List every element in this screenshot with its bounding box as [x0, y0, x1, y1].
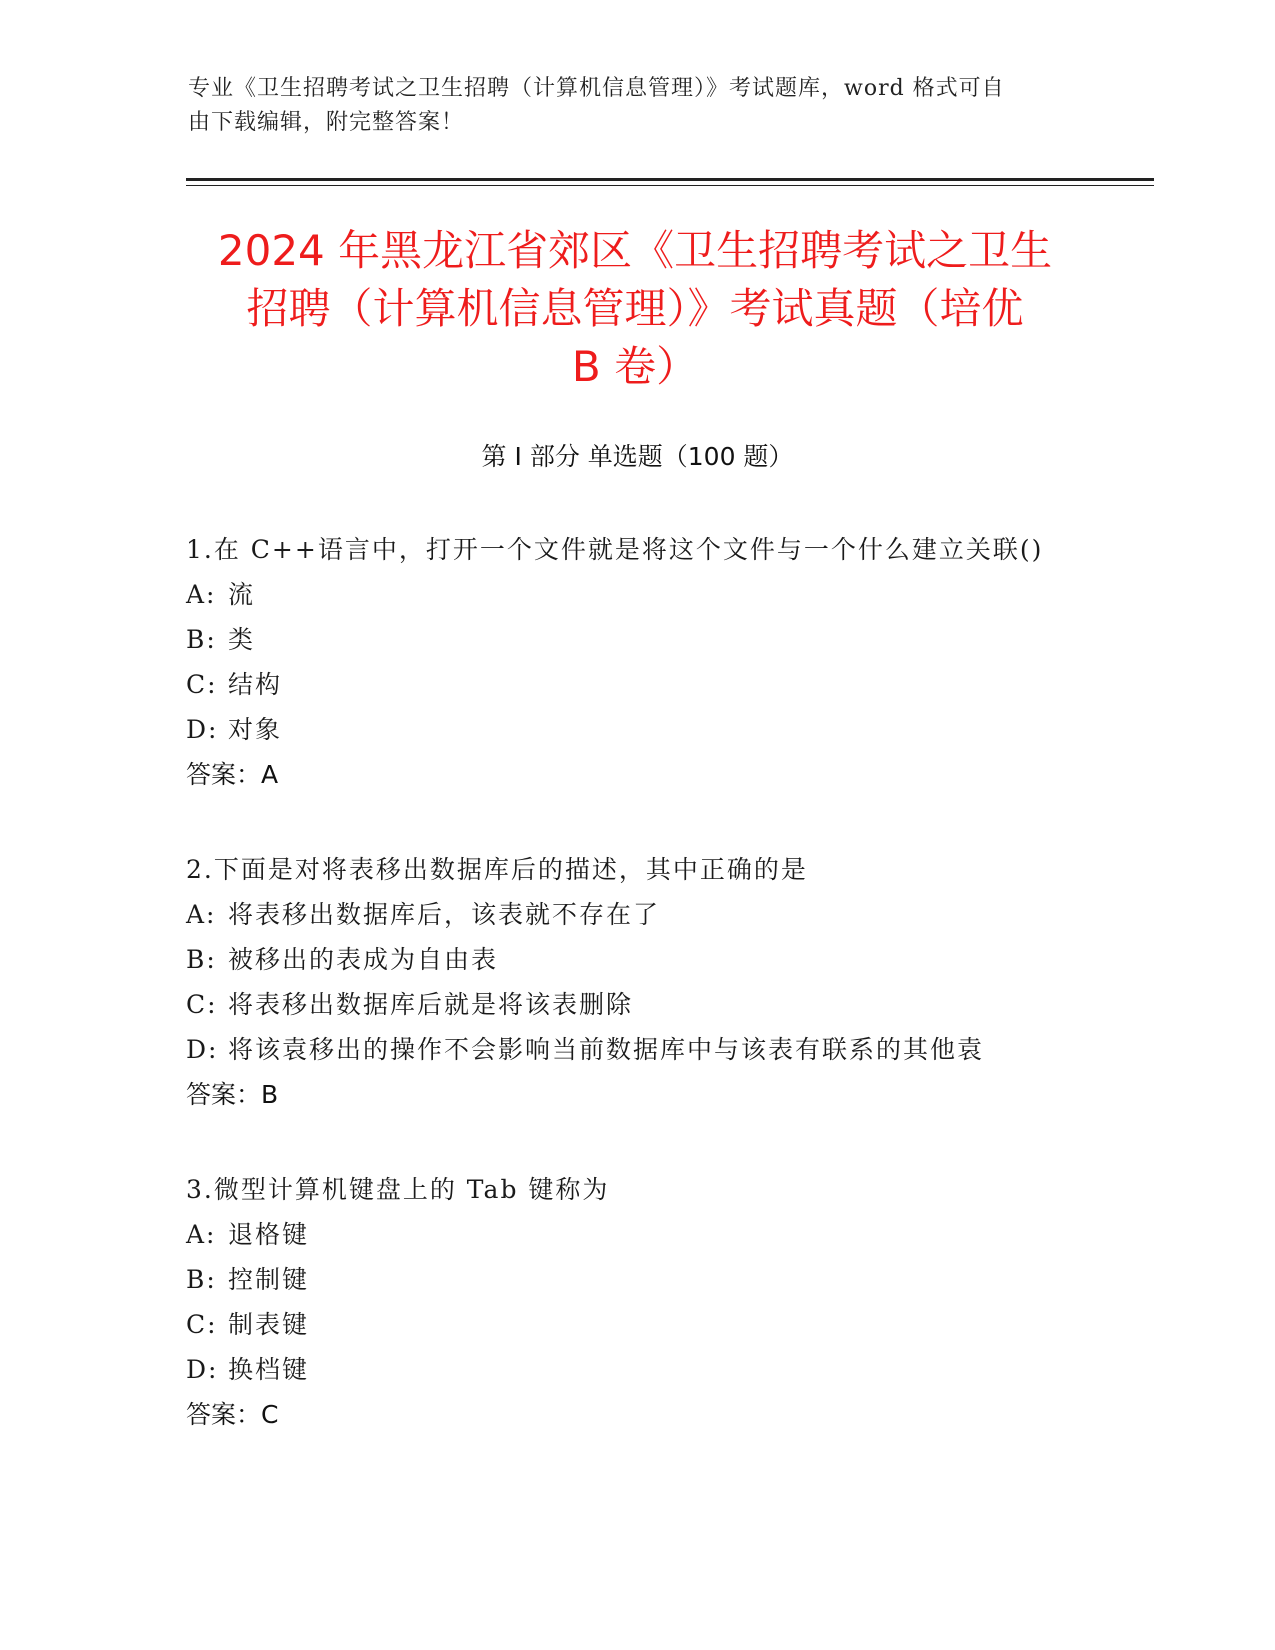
- option-c: [186, 982, 1146, 1027]
- option-key: B:: [186, 1265, 217, 1294]
- option-key: D:: [186, 1035, 219, 1064]
- option-text: 将该袁移出的操作不会影响当前数据库中与该表有联系的其他袁: [228, 1035, 985, 1064]
- option-text: 将表移出数据库后，该表就不存在了: [228, 900, 661, 929]
- document-title-line-1: 2024 年黑龙江省郊区《卫生招聘考试之卫生: [217, 226, 1053, 275]
- document-title-line-3: B 卷）: [571, 342, 699, 391]
- option-key: C:: [186, 670, 218, 699]
- question-stem: 1.在 C++语言中，打开一个文件就是将这个文件与一个什么建立关联(): [186, 535, 1044, 564]
- option-text: 制表键: [228, 1310, 310, 1339]
- option-text: 结构: [228, 670, 283, 699]
- option-key: A:: [186, 900, 217, 929]
- header-divider-thin: [186, 185, 1154, 186]
- header-note: [188, 72, 1088, 140]
- option-key: B:: [186, 625, 217, 654]
- option-a: [186, 892, 1146, 937]
- option-key: C:: [186, 1310, 218, 1339]
- option-a: [186, 1212, 1146, 1257]
- option-text: 类: [228, 625, 256, 654]
- question-stem: 2.下面是对将表移出数据库后的描述，其中正确的是: [186, 855, 808, 884]
- answer: 答案：A: [186, 760, 279, 789]
- option-text: 流: [228, 580, 256, 609]
- question-list: [186, 527, 1146, 1487]
- question-3: [186, 1167, 1146, 1437]
- answer: 答案：B: [186, 1080, 279, 1109]
- option-c: [186, 662, 1146, 707]
- answer: 答案：C: [186, 1400, 279, 1429]
- option-text: 对象: [228, 715, 283, 744]
- option-key: B:: [186, 945, 217, 974]
- option-key: C:: [186, 990, 218, 1019]
- option-key: D:: [186, 715, 219, 744]
- option-text: 将表移出数据库后就是将该表删除: [228, 990, 634, 1019]
- option-b: [186, 937, 1146, 982]
- document-title-line-2: 招聘（计算机信息管理）》考试真题（培优: [246, 284, 1024, 333]
- question-1: [186, 527, 1146, 797]
- question-2: [186, 847, 1146, 1117]
- option-d: [186, 1027, 1146, 1072]
- option-text: 退格键: [228, 1220, 310, 1249]
- header-note-line-1: 专业《卫生招聘考试之卫生招聘（计算机信息管理）》考试题库，word 格式可自: [188, 76, 1005, 101]
- option-key: A:: [186, 580, 217, 609]
- option-b: [186, 1257, 1146, 1302]
- option-a: [186, 572, 1146, 617]
- option-key: D:: [186, 1355, 219, 1384]
- option-text: 被移出的表成为自由表: [228, 945, 499, 974]
- option-text: 换档键: [228, 1355, 310, 1384]
- option-d: [186, 707, 1146, 752]
- option-b: [186, 617, 1146, 662]
- header-divider-thick: [186, 178, 1154, 181]
- option-text: 控制键: [228, 1265, 310, 1294]
- section-title: 第 I 部分 单选题（100 题）: [481, 442, 794, 471]
- option-c: [186, 1302, 1146, 1347]
- option-key: A:: [186, 1220, 217, 1249]
- question-stem: 3.微型计算机键盘上的 Tab 键称为: [186, 1175, 610, 1204]
- option-d: [186, 1347, 1146, 1392]
- document-title: [160, 222, 1110, 396]
- header-note-line-2: 由下载编辑，附完整答案！: [188, 110, 465, 135]
